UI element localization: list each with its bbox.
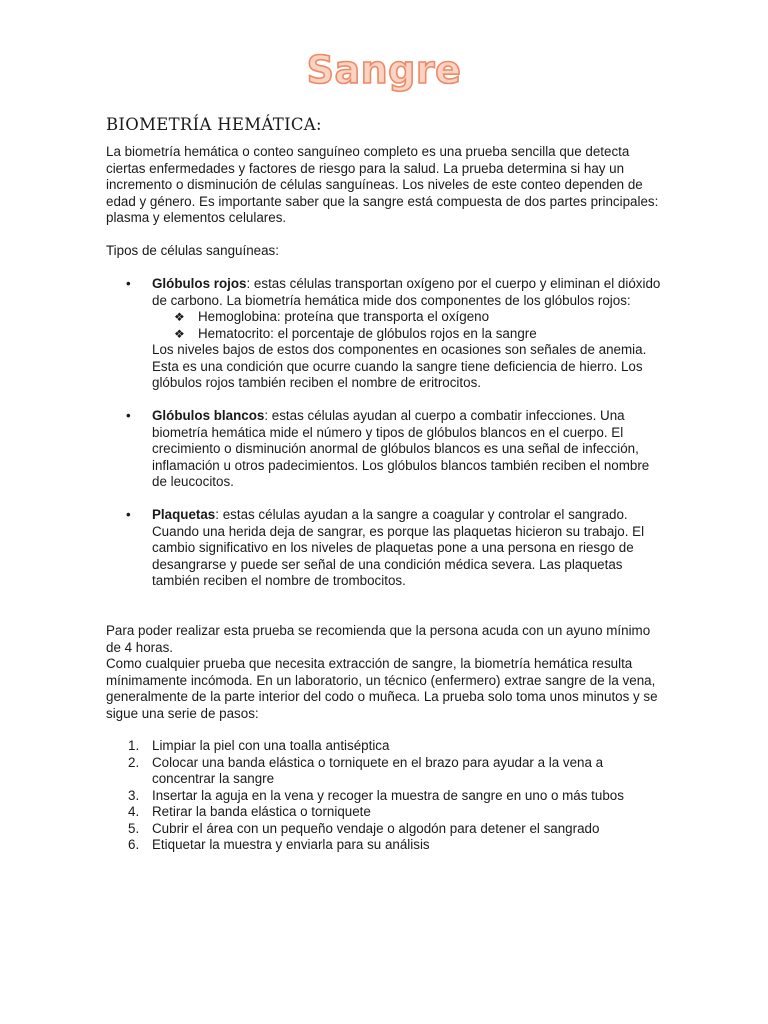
tipos-label: Tipos de células sanguíneas: bbox=[106, 243, 279, 258]
steps-list bbox=[106, 738, 666, 854]
step-item bbox=[106, 738, 666, 755]
step-item bbox=[106, 804, 666, 821]
list-item bbox=[106, 408, 666, 491]
bullet-icon: • bbox=[126, 276, 131, 291]
step-item bbox=[106, 755, 666, 788]
step-number: 3. bbox=[128, 787, 140, 803]
step-item bbox=[106, 788, 666, 805]
step-text: Retirar la banda elástica o torniquete bbox=[152, 804, 371, 819]
page-title: Sangre bbox=[306, 48, 462, 92]
intro-paragraph: La biometría hemática o conteo sanguíneo completo es una prueba sencilla que detecta ciertas enfermedades y factores de riesgo para la salud. La prueba determina si hay un incremento o disminución de células sanguíneas. Los niveles de este conteo dependen de edad y género. Es importante saber que la sangre está compuesta de dos partes principales: plasma y elementos celulares. bbox=[106, 144, 659, 225]
step-text: Cubrir el área con un pequeño vendaje o algodón para detener el sangrado bbox=[152, 820, 600, 836]
step-number: 6. bbox=[128, 837, 140, 852]
step-text: Etiquetar la muestra y enviarla para su análisis bbox=[152, 837, 430, 852]
term-description: : estas células transportan oxígeno por el cuerpo y eliminan el dióxido de carbono. La biometría hemática mide dos componentes de los glóbulos rojos: bbox=[152, 276, 661, 308]
sub-item-text: Hematocrito: el porcentaje de glóbulos rojos en la sangre bbox=[198, 325, 537, 341]
step-text: Insertar la aguja en la vena y recoger la muestra de sangre en uno o más tubos bbox=[152, 787, 624, 803]
step-number: 5. bbox=[128, 820, 140, 836]
fasting-paragraph: Para poder realizar esta prueba se recomienda que la persona acuda con un ayuno mínimo de 4 horas. bbox=[106, 623, 651, 655]
sub-list-item bbox=[152, 309, 666, 326]
step-item bbox=[106, 837, 666, 854]
bullet-icon: • bbox=[126, 507, 131, 522]
step-text: Limpiar la piel con una toalla antiséptica bbox=[152, 738, 390, 753]
list-item bbox=[106, 276, 666, 392]
step-number: 4. bbox=[128, 804, 140, 819]
step-number: 1. bbox=[128, 738, 140, 753]
cell-types-list bbox=[106, 276, 666, 606]
term: Glóbulos rojos bbox=[152, 276, 247, 291]
sub-list-item bbox=[152, 326, 666, 343]
term-description: : estas células ayudan a la sangre a coagular y controlar el sangrado. Cuando una herida deja de sangrar, es porque las plaquetas hicieron su trabajo. El cambio significativo en los niveles de plaquetas pone a una persona en riesgo de desangrarse y puede ser señal de una condición médica severa. Las plaquetas también reciben el nombre de trombocitos. bbox=[152, 507, 645, 588]
diamond-bullet-icon: ❖ bbox=[174, 310, 185, 324]
step-text: Colocar una banda elástica o torniquete en el brazo para ayudar a la vena a concentrar la sangre bbox=[152, 754, 604, 786]
term: Glóbulos blancos bbox=[152, 408, 265, 423]
section-heading: BIOMETRÍA HEMÁTICA: bbox=[106, 115, 322, 134]
term: Plaquetas bbox=[152, 507, 216, 522]
step-number: 2. bbox=[128, 754, 140, 770]
procedure-paragraph: Como cualquier prueba que necesita extracción de sangre, la biometría hemática resulta mínimamente incómoda. En un laboratorio, un técnico (enfermero) extrae sangre de la vena, generalmente de la parte interior del codo o muñeca. La prueba solo toma unos minutos y se sigue una serie de pasos: bbox=[106, 656, 658, 721]
term-description: : estas células ayudan al cuerpo a combatir infecciones. Una biometría hemática mide el número y tipos de glóbulos blancos en el cuerpo. El crecimiento o disminución anormal de glóbulos blancos es una señal de infección, inflamación u otros padecimientos. Los glóbulos blancos también reciben el nombre de leucocitos. bbox=[152, 408, 650, 489]
step-item bbox=[106, 821, 666, 838]
bullet-icon: • bbox=[126, 408, 131, 423]
term-followup: Los niveles bajos de estos dos componentes en ocasiones son señales de anemia. Esta es una condición que ocurre cuando la sangre tiene deficiencia de hierro. Los glóbulos rojos también reciben el nombre de eritrocitos. bbox=[152, 342, 647, 390]
list-item bbox=[106, 507, 666, 590]
sub-item-text: Hemoglobina: proteína que transporta el oxígeno bbox=[198, 309, 490, 324]
sub-list bbox=[152, 309, 666, 342]
diamond-bullet-icon: ❖ bbox=[174, 326, 185, 341]
